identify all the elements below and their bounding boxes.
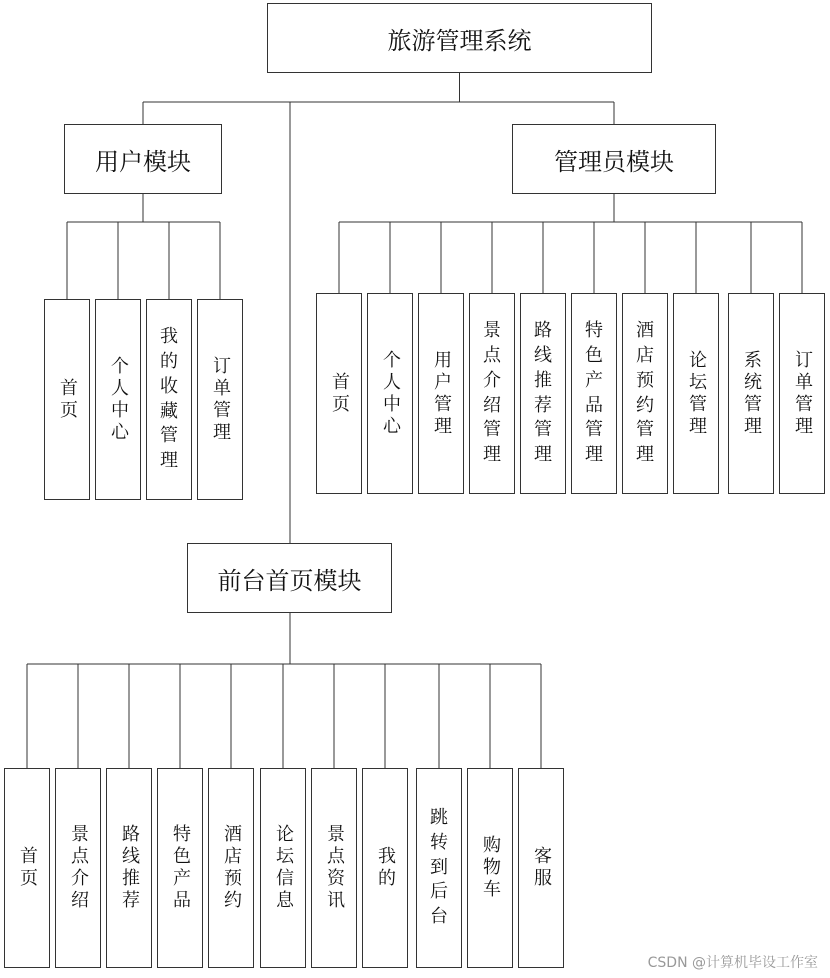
- user-leaf-3: [146, 299, 192, 500]
- admin-leaf-label: 论坛管理: [686, 349, 707, 438]
- front-leaf-8: [362, 768, 408, 968]
- user-leaf-label: 我的收藏管理: [160, 326, 178, 472]
- front-leaf-4: [157, 768, 203, 968]
- front-leaf-1: [4, 768, 50, 968]
- admin-leaf-label: 系统管理: [741, 349, 762, 438]
- admin-leaf-label: 订单管理: [792, 349, 813, 438]
- admin-leaf-5: [520, 293, 566, 494]
- front-leaf-label: 跳转到后台: [430, 806, 448, 928]
- front-leaf-label: 首页: [17, 846, 38, 890]
- user-leaf-label: 订单管理: [210, 355, 231, 444]
- admin-leaf-10: [779, 293, 825, 494]
- admin-leaf-9: [728, 293, 774, 494]
- admin-leaf-label: 特色产品管理: [585, 320, 603, 466]
- front-leaf-label: 购物车: [480, 835, 501, 901]
- front-leaf-label: 我的: [375, 846, 396, 890]
- front-leaf-label: 特色产品: [170, 824, 191, 912]
- admin-leaf-6: [571, 293, 617, 494]
- front-leaf-label: 论坛信息: [273, 824, 294, 912]
- user-leaf-2: [95, 299, 141, 500]
- user-leaf-4: [197, 299, 243, 500]
- front-leaf-7: [311, 768, 357, 968]
- front-leaf-label: 酒店预约: [221, 824, 242, 912]
- front-leaf-label: 景点介绍: [68, 824, 89, 912]
- front-module-node: 前台首页模块: [187, 543, 392, 613]
- front-leaf-3: [106, 768, 152, 968]
- front-leaf-label: 客服: [531, 846, 552, 890]
- admin-leaf-7: [622, 293, 668, 494]
- admin-leaf-3: [418, 293, 464, 494]
- front-leaf-label: 景点资讯: [324, 824, 345, 912]
- admin-leaf-label: 用户管理: [431, 349, 452, 438]
- front-leaf-10: [467, 768, 513, 968]
- front-leaf-6: [260, 768, 306, 968]
- front-leaf-9: [416, 768, 462, 968]
- user-module-node: 用户模块: [64, 124, 222, 194]
- admin-module-node: 管理员模块: [512, 124, 716, 194]
- admin-leaf-4: [469, 293, 515, 494]
- front-leaf-11: [518, 768, 564, 968]
- front-leaf-5: [208, 768, 254, 968]
- admin-leaf-label: 景点介绍管理: [483, 320, 501, 466]
- admin-leaf-1: [316, 293, 362, 494]
- admin-leaf-label: 首页: [329, 371, 350, 416]
- user-leaf-label: 首页: [57, 377, 78, 422]
- user-leaf-label: 个人中心: [108, 355, 129, 444]
- front-leaf-label: 路线推荐: [119, 824, 140, 912]
- admin-leaf-8: [673, 293, 719, 494]
- user-leaf-1: [44, 299, 90, 500]
- admin-leaf-label: 酒店预约管理: [636, 320, 654, 466]
- front-leaf-2: [55, 768, 101, 968]
- root-node-title: 旅游管理系统: [267, 3, 652, 73]
- admin-leaf-label: 路线推荐管理: [534, 320, 552, 466]
- admin-leaf-2: [367, 293, 413, 494]
- admin-leaf-label: 个人中心: [380, 349, 401, 438]
- watermark: CSDN @计算机毕设工作室: [647, 955, 818, 971]
